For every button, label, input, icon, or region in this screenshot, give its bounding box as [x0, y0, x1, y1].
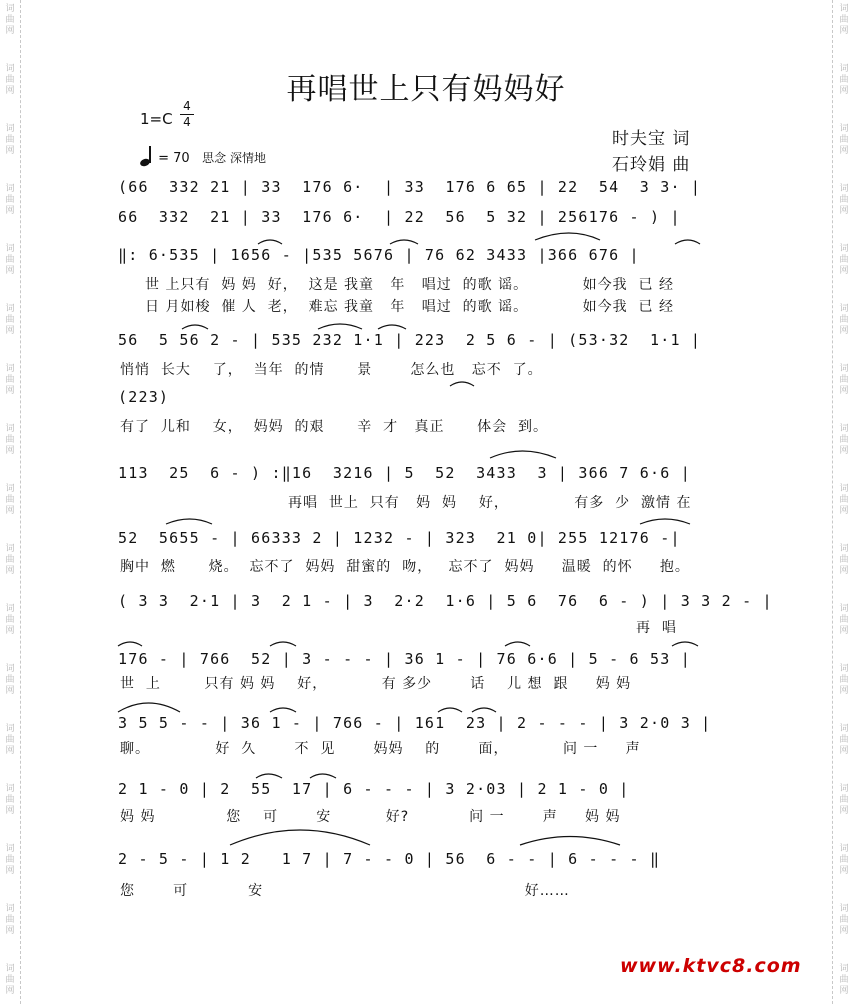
watermark-text: 词 曲 网 — [839, 244, 849, 276]
notation-row: (66 332 21 | 33 176 6· | 33 176 6 65 | 22 54 3 3· | — [118, 178, 702, 196]
time-signature-bottom: 4 — [183, 115, 191, 129]
key-signature: 1=C — [140, 110, 173, 128]
slur-arc — [450, 382, 474, 386]
watermark-text: 词 曲 网 — [839, 124, 849, 156]
lyric-line: 日 月如梭 催 人 老， 难忘 我童 年 唱过 的歌 谣。 如今我 已 经 — [145, 299, 674, 315]
lyric-line: 再 唱 — [636, 620, 677, 636]
time-signature-top: 4 — [183, 99, 191, 113]
watermark-text: 词 曲 网 — [839, 964, 849, 996]
watermark-text: 词 曲 网 — [5, 484, 15, 516]
lyric-line: 悄悄 长大 了， 当年 的情 景 怎么也 忘不 了。 — [120, 362, 543, 378]
watermark-text: 词 曲 网 — [839, 784, 849, 816]
watermark-text: 词 曲 网 — [5, 664, 15, 696]
notation-row: ( 3 3 2·1 | 3 2 1 - | 3 2·2 1·6 | 5 6 76 6 - ) | 3 3 2 - | — [118, 592, 773, 610]
notation-row: 3 5 5 - - | 36 1 - | 766 - | 161 23 | 2 - - - | 3 2·0 3 | — [118, 714, 712, 732]
watermark-text: 词 曲 网 — [5, 784, 15, 816]
watermark-text: 词 曲 网 — [839, 4, 849, 36]
notation-row: 66 332 21 | 33 176 6· | 22 56 5 32 | 256176 - ) | — [118, 208, 681, 226]
watermark-text: 词 曲 网 — [5, 244, 15, 276]
watermark-text: 词 曲 网 — [839, 664, 849, 696]
slur-arc — [182, 325, 208, 329]
slur-arc — [490, 451, 556, 458]
watermark-text: 词 曲 网 — [839, 844, 849, 876]
notation-row: 56 5 56 2 - | 535 232 1·1 | 223 2 5 6 - | (53·32 1·1 | — [118, 331, 702, 349]
watermark-text: 词 曲 网 — [5, 604, 15, 636]
slur-arc — [230, 830, 370, 845]
song-title: 再唱世上只有妈妈好 — [286, 72, 566, 107]
watermark-text: 词 曲 网 — [839, 184, 849, 216]
slur-arc — [535, 233, 600, 240]
watermark-text: 词 曲 网 — [839, 544, 849, 576]
watermark-text: 词 曲 网 — [839, 724, 849, 756]
lyricist-credit: 时夫宝 词 — [612, 129, 691, 149]
lyric-line: 有了 儿和 女， 妈妈 的艰 辛 才 真正 体会 到。 — [120, 419, 549, 435]
watermark-text: 词 曲 网 — [839, 304, 849, 336]
watermark-text: 词 曲 网 — [839, 904, 849, 936]
notation-row: ‖: 6·535 | 1656 - |535 5676 | 76 62 3433 |366 676 | — [118, 246, 640, 264]
slur-arc — [256, 774, 282, 778]
slur-arc — [118, 703, 180, 712]
slur-arc — [118, 642, 142, 646]
slur-arc — [390, 240, 418, 244]
expression-mark: 思念 深情地 — [202, 151, 266, 165]
watermark-text: 词 曲 网 — [5, 904, 15, 936]
lyric-line: 您 可 安 好…… — [120, 883, 570, 899]
watermark-text: 词 曲 网 — [5, 424, 15, 456]
slur-arc — [270, 642, 296, 646]
slur-arc — [378, 325, 406, 329]
slur-arc — [675, 240, 700, 244]
lyric-line: 再唱 世上 只有 妈 妈 好， 有多 少 激情 在 — [288, 495, 692, 511]
lyric-line: 世 上 只有 妈 妈 好， 有 多少 话 儿 想 跟 妈 妈 — [120, 676, 632, 692]
watermark-text: 词 曲 网 — [5, 364, 15, 396]
tempo-value: = 70 — [158, 151, 190, 166]
slur-arc — [438, 708, 462, 712]
notation-row: 113 25 6 - ) :‖16 3216 | 5 52 3433 3 | 366 7 6·6 | — [118, 464, 691, 482]
watermark-text: 词 曲 网 — [5, 304, 15, 336]
composer-credit: 石玲娟 曲 — [612, 155, 691, 175]
notation-row: 2 1 - 0 | 2 55 17 | 6 - - - | 3 2·03 | 2 1 - 0 | — [118, 780, 630, 798]
notation-row: 176 - | 766 52 | 3 - - - | 36 1 - | 76 6·6 | 5 - 6 53 | — [118, 650, 691, 668]
notation-row: 52 5655 - | 66333 2 | 1232 - | 323 21 0| 255 12176 -| — [118, 529, 681, 547]
watermark-text: 词 曲 网 — [5, 964, 15, 996]
watermark-text: 词 曲 网 — [5, 724, 15, 756]
slur-arc — [318, 324, 362, 329]
lyric-line: 胸中 燃 烧。 忘不了 妈妈 甜蜜的 吻， 忘不了 妈妈 温暖 的怀 抱。 — [120, 559, 690, 575]
watermark-text: 词 曲 网 — [5, 4, 15, 36]
slur-arc — [270, 708, 296, 712]
lyric-line: 世 上只有 妈 妈 好， 这是 我童 年 唱过 的歌 谣。 如今我 已 经 — [145, 277, 674, 293]
slur-arc — [310, 774, 336, 778]
watermark-text: 词 曲 网 — [5, 184, 15, 216]
lyric-line: 妈 妈 您 可 安 好? 问 一 声 妈 妈 — [120, 809, 621, 825]
slur-arc — [520, 837, 620, 846]
watermark-text: 词 曲 网 — [5, 64, 15, 96]
lyric-line: 聊。 好 久 不 见 妈妈 的 面， 问 一 声 — [120, 741, 641, 757]
watermark-text: 词 曲 网 — [839, 64, 849, 96]
watermark-text: 词 曲 网 — [839, 604, 849, 636]
watermark-text: 词 曲 网 — [839, 424, 849, 456]
watermark-text: 词 曲 网 — [5, 544, 15, 576]
site-brand-logo: www.ktvc8.com — [620, 955, 802, 977]
notation-row: 2 - 5 - | 1 2 1 7 | 7 - - 0 | 56 6 - - | 6 - - - ‖ — [118, 850, 661, 868]
slur-arc — [166, 519, 212, 524]
watermark-text: 词 曲 网 — [5, 124, 15, 156]
watermark-text: 词 曲 网 — [5, 844, 15, 876]
slur-arc — [472, 708, 496, 712]
watermark-text: 词 曲 网 — [839, 484, 849, 516]
watermark-text: 词 曲 网 — [839, 364, 849, 396]
slur-arc — [258, 240, 282, 244]
slur-arc — [640, 519, 690, 524]
notation-row: (223) — [118, 388, 170, 406]
slur-arc — [505, 642, 530, 646]
slur-arc — [672, 642, 698, 646]
